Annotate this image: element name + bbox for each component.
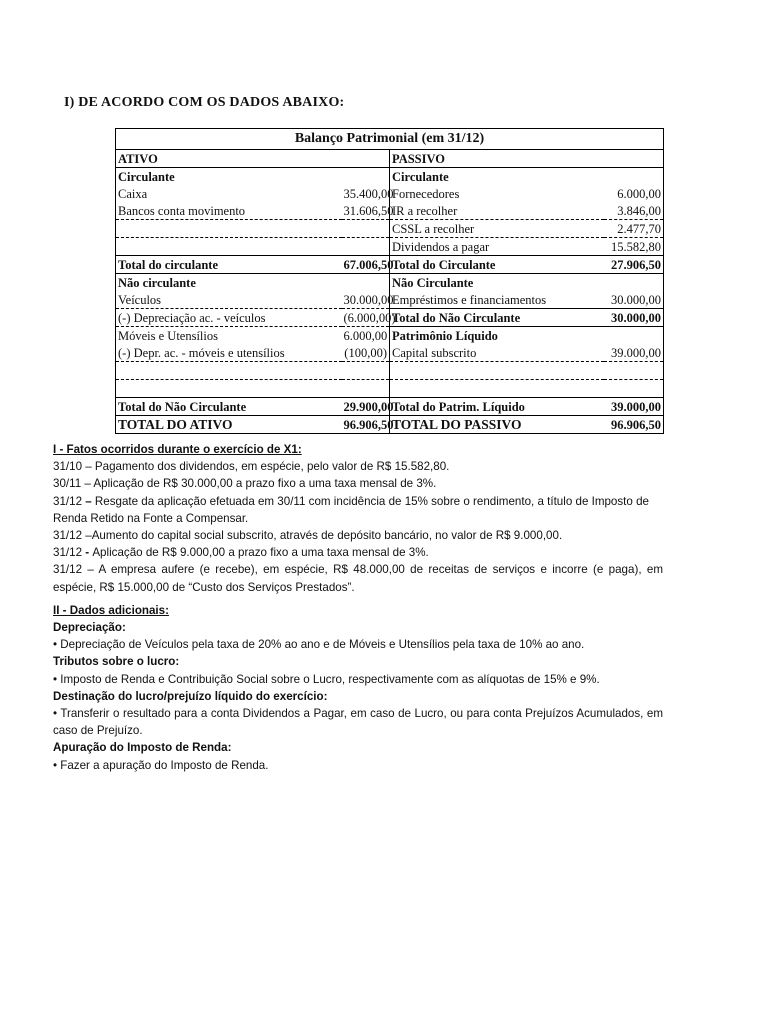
table-cell: Dividendos a pagar	[390, 238, 604, 256]
destinacao-title: Destinação do lucro/prejuízo líquido do exercício:	[53, 689, 328, 703]
table-cell: Circulante	[392, 169, 449, 184]
table-cell: TOTAL DO PASSIVO	[392, 416, 522, 432]
table-cell	[604, 327, 664, 345]
table-cell: Não circulante	[118, 275, 196, 290]
fact-separator: –	[82, 529, 92, 543]
table-cell: Total do Não Circulante	[390, 309, 604, 327]
table-cell: (6.000,00)	[343, 310, 396, 325]
depreciacao-title: Depreciação:	[53, 621, 126, 635]
fact-item	[53, 493, 663, 527]
table-cell	[604, 168, 664, 186]
table-cell: 96.906,50	[611, 417, 661, 432]
fact-text: A empresa aufere (e recebe), em espécie, R$ 48.000,00 de receitas de serviços e incorre (e paga), em espécie, R$ 15.000,00 de “Custo dos Serviços Prestados”.	[53, 563, 663, 594]
fact-item	[53, 544, 663, 561]
table-cell: (100,00)	[342, 344, 390, 362]
table-cell: (-) Depr. ac. - móveis e utensílios	[116, 344, 342, 362]
table-cell: TOTAL DO ATIVO	[118, 416, 233, 432]
table-cell	[390, 362, 604, 380]
table-cell: Caixa	[118, 186, 148, 201]
table-cell: Total do Não Circulante	[116, 398, 342, 416]
table-cell: Total do Patrim. Líquido	[390, 398, 604, 416]
table-cell: Bancos conta movimento	[116, 202, 342, 220]
table-cell: 2.477,70	[604, 220, 664, 238]
fact-text: Aplicação de R$ 30.000,00 a prazo fixo a uma taxa mensal de 3%.	[93, 477, 437, 491]
fact-separator: –	[82, 460, 95, 474]
table-cell: Empréstimos e financiamentos	[390, 291, 604, 309]
fact-text: Resgate da aplicação efetuada em 30/11 com incidência de 15% sobre o rendimento, a título de Imposto de Renda Retido na Fonte a Compensar.	[53, 494, 649, 525]
table-cell: IR a recolher	[390, 202, 604, 220]
table-cell: 35.400,00	[343, 186, 394, 201]
fact-text: Pagamento dos dividendos, em espécie, pelo valor de R$ 15.582,80.	[94, 460, 450, 474]
fact-item	[53, 561, 663, 595]
table-cell: Capital subscrito	[390, 344, 604, 362]
table-cell: 96.906,50	[343, 417, 394, 432]
apuracao-text: • Fazer a apuração do Imposto de Renda.	[53, 758, 269, 772]
table-cell: Total do Circulante	[390, 256, 604, 274]
table-cell: Não Circulante	[392, 275, 474, 290]
table-cell	[116, 238, 342, 256]
extra-title: II - Dados adicionais:	[53, 603, 169, 617]
table-cell: 67.006,50	[343, 257, 394, 272]
exercise-facts	[53, 441, 663, 774]
table-cell: Veículos	[116, 291, 342, 309]
fact-item	[53, 527, 663, 544]
table-cell: 30.000,00	[604, 309, 664, 327]
table-cell: 39.000,00	[604, 398, 664, 416]
fact-date: 31/10	[53, 460, 83, 474]
table-cell	[116, 362, 342, 380]
balance-sheet-table	[115, 128, 664, 434]
table-cell: Patrimônio Líquido	[390, 327, 604, 345]
table-cell: 6.000,00	[342, 327, 390, 345]
table-cell	[342, 380, 390, 398]
table-cell	[342, 274, 390, 292]
ativo-header: ATIVO	[116, 150, 390, 168]
fact-item	[53, 458, 663, 475]
fact-text: Aplicação de R$ 9.000,00 a prazo fixo a uma taxa mensal de 3%.	[92, 546, 429, 560]
fact-separator: –	[81, 477, 94, 491]
destinacao-text: • Transferir o resultado para a conta Dividendos a Pagar, em caso de Lucro, ou para conta Prejuízos Acumulados, em caso de Prejuízo.	[53, 707, 663, 738]
facts-title: I - Fatos ocorridos durante o exercício de X1:	[53, 443, 302, 456]
table-cell	[342, 238, 390, 256]
tributos-text: • Imposto de Renda e Contribuição Social sobre o Lucro, respectivamente com as alíquotas de 15% e 9%.	[53, 672, 600, 686]
table-cell: Total do circulante	[116, 256, 342, 274]
table-cell	[604, 274, 664, 292]
fact-date: 31/12	[53, 494, 83, 508]
depreciacao-text: • Depreciação de Veículos pela taxa de 20% ao ano e de Móveis e Utensílios pela taxa de 10% ao ano.	[53, 638, 585, 652]
fact-date: 31/12	[53, 546, 83, 560]
fact-date: 31/12	[53, 563, 83, 577]
table-cell: (-) Depreciação ac. - veículos	[116, 309, 342, 327]
fact-separator: –	[82, 563, 99, 577]
table-cell: 6.000,00	[617, 186, 661, 201]
passivo-header: PASSIVO	[390, 150, 664, 168]
table-cell: CSSL a recolher	[390, 220, 604, 238]
table-cell	[342, 362, 390, 380]
table-cell	[604, 380, 664, 398]
table-cell	[116, 220, 342, 238]
page-heading: I) DE ACORDO COM OS DADOS ABAIXO:	[64, 95, 345, 110]
fact-text: Aumento do capital social subscrito, através de depósito bancário, no valor de R$ 9.000,00.	[91, 529, 563, 543]
table-cell	[390, 380, 604, 398]
table-cell: Fornecedores	[392, 186, 460, 201]
table-cell	[604, 362, 664, 380]
apuracao-title: Apuração do Imposto de Renda:	[53, 741, 232, 755]
table-cell: 29.900,00	[343, 399, 394, 414]
table-cell: 15.582,80	[604, 238, 664, 256]
fact-date: 31/12	[53, 529, 83, 543]
tributos-title: Tributos sobre o lucro:	[53, 655, 180, 669]
table-cell: 39.000,00	[604, 344, 664, 362]
fact-date: 30/11	[53, 477, 82, 491]
balance-title: Balanço Patrimonial (em 31/12)	[116, 129, 664, 150]
table-cell: 27.906,50	[604, 256, 664, 274]
table-cell: 30.000,00	[343, 292, 394, 307]
table-cell	[342, 220, 390, 238]
table-cell: 30.000,00	[604, 291, 664, 309]
table-cell: Móveis e Utensílios	[118, 328, 218, 343]
fact-item	[53, 475, 663, 492]
table-cell: Circulante	[118, 169, 175, 184]
fact-separator: -	[82, 546, 93, 560]
table-cell	[116, 380, 342, 398]
table-cell: 31.606,50	[343, 203, 394, 218]
table-cell: 3.846,00	[604, 202, 664, 220]
fact-separator: –	[82, 494, 95, 508]
table-cell	[342, 168, 390, 186]
